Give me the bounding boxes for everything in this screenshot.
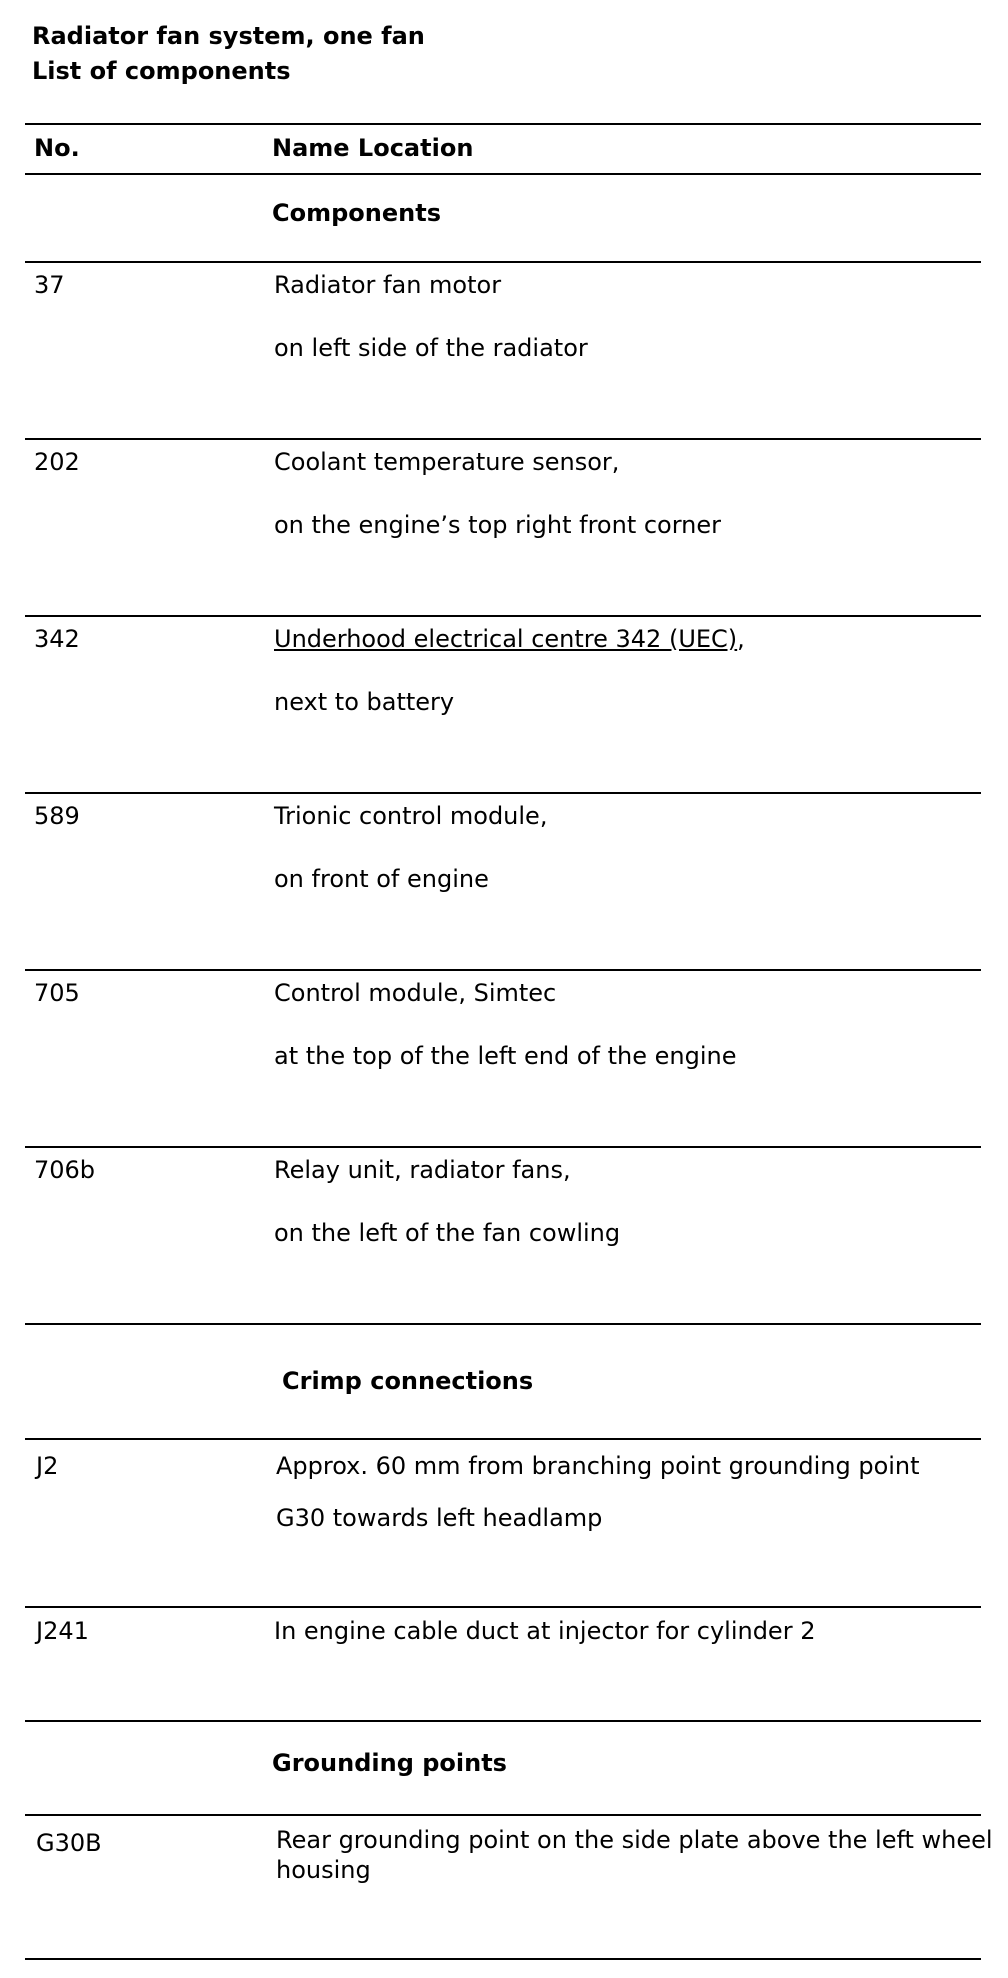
- row-name-suffix: ,: [737, 625, 745, 653]
- row-name: Rear grounding point on the side plate above the left wheel housing: [276, 1826, 993, 1884]
- row-name: Radiator fan motor: [274, 271, 502, 299]
- row-number: G30B: [36, 1829, 102, 1857]
- row-location: next to battery: [274, 688, 455, 716]
- row-location: on the engine’s top right front corner: [274, 511, 722, 539]
- row-number: 705: [34, 979, 80, 1007]
- row-rule: [25, 1814, 981, 1816]
- header-name-location: Name Location: [272, 134, 474, 162]
- row-name: [274, 625, 745, 653]
- row-location: G30 towards left headlamp: [276, 1504, 603, 1532]
- row-rule: [25, 1323, 981, 1325]
- section-components: Components: [272, 199, 441, 227]
- header-no: No.: [34, 134, 80, 162]
- row-name: Relay unit, radiator fans,: [274, 1156, 571, 1184]
- row-rule: [25, 792, 981, 794]
- row-number: 706b: [34, 1156, 96, 1184]
- row-location: on left side of the radiator: [274, 334, 588, 362]
- row-location: on the left of the fan cowling: [274, 1219, 621, 1247]
- row-name: Control module, Simtec: [274, 979, 557, 1007]
- row-rule: [25, 1438, 981, 1440]
- row-name: Trionic control module,: [274, 802, 548, 830]
- row-rule: [25, 438, 981, 440]
- section-crimp-connections: Crimp connections: [282, 1367, 534, 1395]
- row-rule: [25, 615, 981, 617]
- row-rule: [25, 969, 981, 971]
- table-bottom-rule: [25, 1958, 981, 1960]
- uec-link[interactable]: Underhood electrical centre 342 (UEC): [274, 625, 738, 653]
- section-grounding-points: Grounding points: [272, 1749, 507, 1777]
- row-name: In engine cable duct at injector for cylinder 2: [274, 1617, 816, 1645]
- row-number: 202: [34, 448, 80, 476]
- row-number: J2: [36, 1452, 59, 1480]
- row-location: on front of engine: [274, 865, 489, 893]
- row-number: 37: [34, 271, 65, 299]
- row-rule: [25, 1606, 981, 1608]
- header-rule: [25, 173, 981, 175]
- row-rule: [25, 1720, 981, 1722]
- row-number: 589: [34, 802, 80, 830]
- row-rule: [25, 261, 981, 263]
- title-line-1: Radiator fan system, one fan: [32, 22, 425, 50]
- row-number: J241: [36, 1617, 89, 1645]
- title-line-2: List of components: [32, 57, 291, 85]
- row-rule: [25, 1146, 981, 1148]
- row-name: Coolant temperature sensor,: [274, 448, 620, 476]
- table-top-rule: [25, 123, 981, 125]
- row-name: Approx. 60 mm from branching point grounding point: [276, 1452, 920, 1480]
- row-number: 342: [34, 625, 80, 653]
- row-location: at the top of the left end of the engine: [274, 1042, 737, 1070]
